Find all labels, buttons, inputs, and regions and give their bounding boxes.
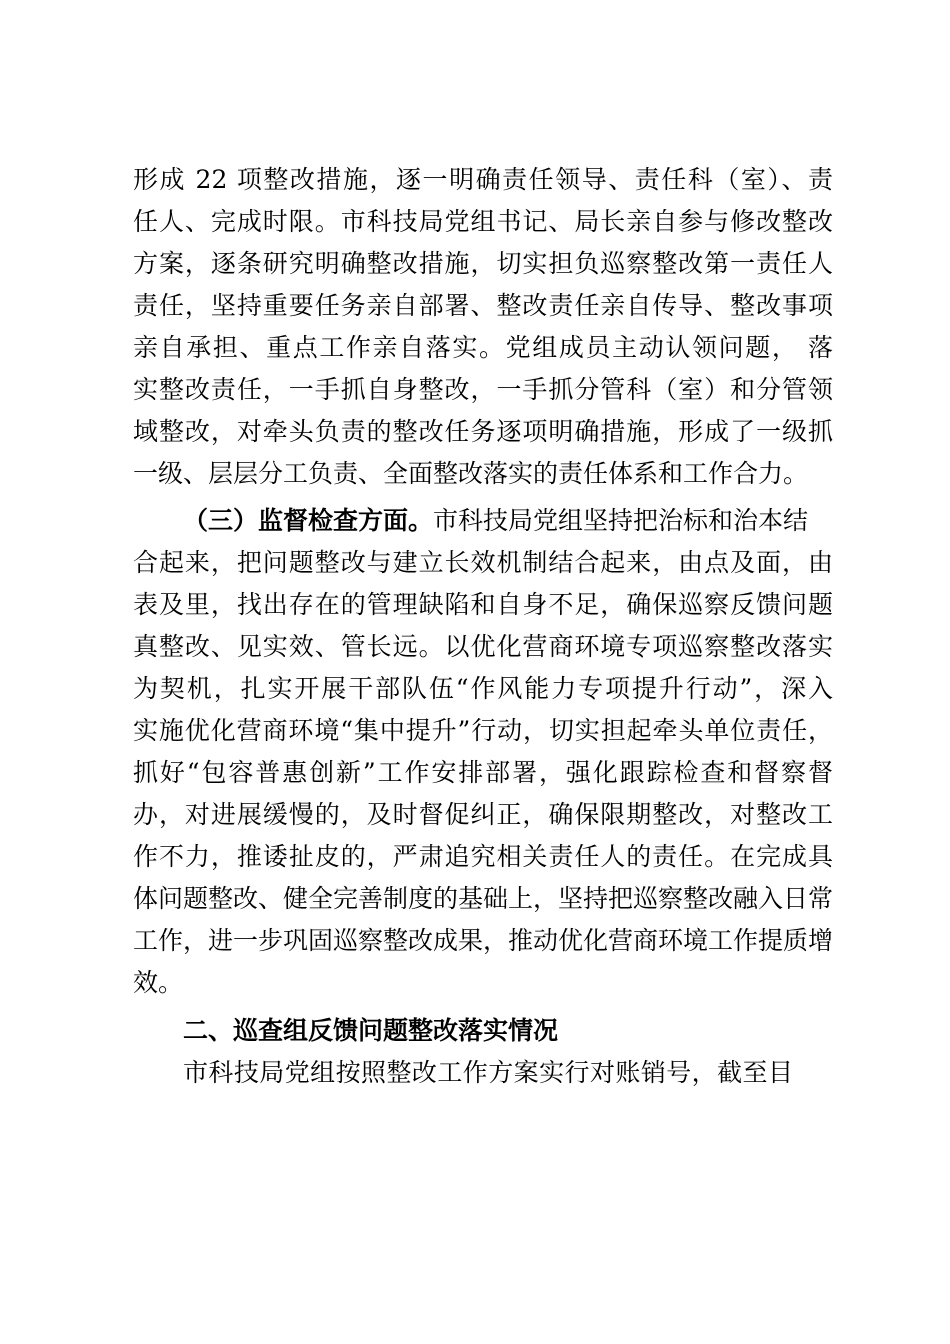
- section-heading-supervision: （三）监督检查方面。: [183, 506, 434, 535]
- paragraph2-line-10: 体问题整改、健全完善制度的基础上，坚持把巡察整改融入日常: [133, 884, 834, 913]
- section-heading-2: 二、巡查组反馈问题整改落实情况: [183, 1016, 559, 1045]
- paragraph1-line-2: 任人、完成时限。市科技局党组书记、局长亲自参与修改整改: [133, 207, 833, 236]
- paragraph1-line-4: 责任，坚持重要任务亲自部署、整改责任亲自传导、整改事项: [133, 291, 833, 320]
- paragraph2-line-5: 为契机，扎实开展干部队伍“作风能力专项提升行动”，深入: [133, 674, 833, 703]
- paragraph2-line-7: 抓好“包容普惠创新”工作安排部署，强化跟踪检查和督察督: [133, 758, 833, 787]
- paragraph2-first-line-text: 市科技局党组坚持把治标和治本结: [433, 506, 809, 535]
- paragraph1-line-1: 形成 22 项整改措施，逐一明确责任领导、责任科（室）、责: [133, 165, 833, 194]
- paragraph3-line-1: 市科技局党组按照整改工作方案实行对账销号，截至目: [183, 1058, 793, 1087]
- paragraph1-line-7: 域整改，对牵头负责的整改任务逐项明确措施，形成了一级抓: [133, 417, 833, 446]
- paragraph1-line-6: 实整改责任，一手抓自身整改，一手抓分管科（室）和分管领: [133, 375, 833, 404]
- paragraph1-line-5: 亲自承担、重点工作亲自落实。党组成员主动认领问题， 落: [133, 333, 833, 362]
- paragraph2-line-4: 真整改、见实效、管长远。以优化营商环境专项巡察整改落实: [133, 632, 833, 661]
- paragraph1-line-8: 一级、层层分工负责、全面整改落实的责任体系和工作合力。: [133, 459, 809, 488]
- paragraph2-line-3: 表及里，找出存在的管理缺陷和自身不足，确保巡察反馈问题: [133, 590, 833, 619]
- paragraph2-line-8: 办，对进展缓慢的，及时督促纠正，确保限期整改，对整改工: [133, 800, 833, 829]
- paragraph2-line-2: 合起来，把问题整改与建立长效机制结合起来，由点及面，由: [133, 548, 833, 577]
- paragraph2-line-11: 工作，进一步巩固巡察整改成果，推动优化营商环境工作提质增: [133, 926, 834, 955]
- paragraph2-line-9: 作不力，推诿扯皮的，严肃追究相关责任人的责任。在完成具: [133, 842, 833, 871]
- paragraph1-line-3: 方案，逐条研究明确整改措施，切实担负巡察整改第一责任人: [133, 249, 833, 278]
- paragraph2-line-6: 实施优化营商环境“集中提升”行动，切实担起牵头单位责任，: [133, 716, 833, 745]
- paragraph2-first-line: [183, 500, 809, 542]
- paragraph2-line-12: 效。: [133, 968, 184, 997]
